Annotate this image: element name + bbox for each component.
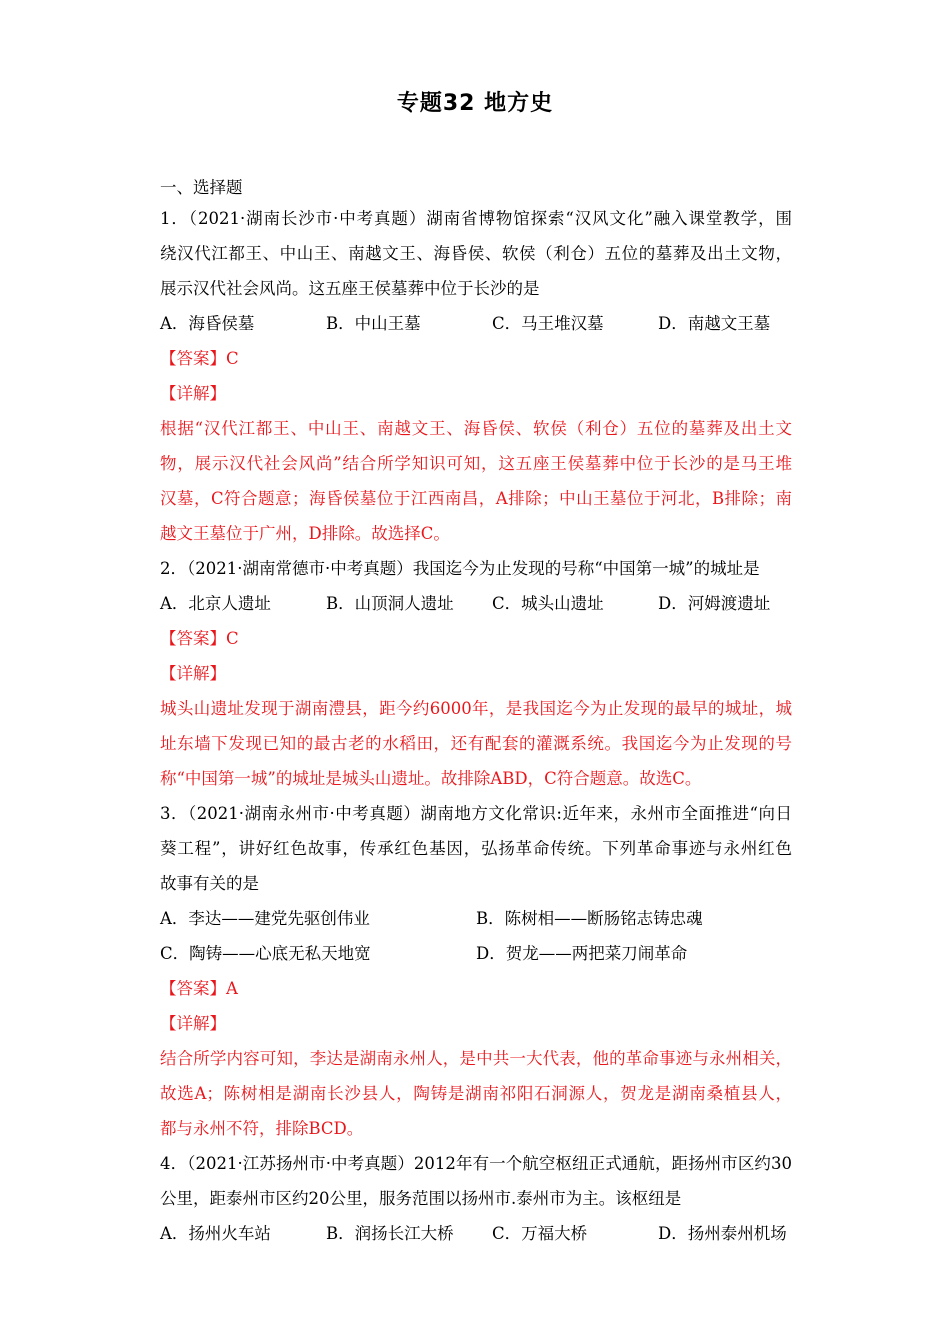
document-body	[160, 175, 792, 1251]
explain-label: 【详解】	[160, 384, 226, 403]
answer-line	[160, 621, 792, 656]
question-stem-line: 故事有关的是	[160, 874, 259, 893]
section-heading: 一、选择题	[160, 178, 243, 197]
explain-line: 根据“汉代江都王、中山王、南越文王、海昏侯、软侯（利仓）五位的墓葬及出土文	[160, 419, 792, 438]
option-d: D．贺龙——两把菜刀闹革命	[476, 944, 688, 963]
answer-label: 【答案】	[160, 349, 226, 368]
question-4	[160, 1146, 792, 1251]
answer-value: C	[226, 629, 239, 648]
option-d: D．河姆渡遗址	[658, 594, 771, 613]
option-a: A．海昏侯墓	[160, 314, 255, 333]
option-b: B．中山王墓	[326, 314, 421, 333]
option-b: B．山顶洞人遗址	[326, 594, 454, 613]
answer-value: A	[226, 979, 238, 998]
explain-line: 结合所学内容可知，李达是湖南永州人，是中共一大代表，他的革命事迹与永州相关，	[160, 1049, 792, 1068]
explain-label: 【详解】	[160, 1014, 226, 1033]
option-a: A．扬州火车站	[160, 1224, 271, 1243]
option-b: B．润扬长江大桥	[326, 1224, 454, 1243]
page-title: 专题32 地方史	[396, 91, 554, 116]
question-stem-line: 4．（2021·江苏扬州市·中考真题）2012年有一个航空枢纽正式通航，距扬州市区约30	[160, 1154, 792, 1173]
answer-line	[160, 971, 792, 1006]
options-row	[160, 1216, 792, 1251]
explain-line: 越文王墓位于广州，D排除。故选择C。	[160, 524, 450, 543]
option-a: A．李达——建党先驱创伟业	[160, 909, 370, 928]
answer-line	[160, 341, 792, 376]
option-b: B．陈树相——断肠铭志铸忠魂	[476, 909, 703, 928]
explain-line: 故选A；陈树相是湖南长沙县人，陶铸是湖南祁阳石洞源人，贺龙是湖南桑植县人，	[160, 1084, 792, 1103]
option-a: A．北京人遗址	[160, 594, 271, 613]
explain-line: 址东墙下发现已知的最古老的水稻田，还有配套的灌溉系统。我国迄今为止发现的号	[160, 734, 792, 753]
options-row	[160, 901, 792, 936]
option-c: C．陶铸——心底无私天地宽	[160, 944, 371, 963]
question-stem-line: 1．（2021·湖南长沙市·中考真题）湖南省博物馆探索“汉风文化”融入课堂教学，围	[160, 209, 792, 228]
explain-line: 称“中国第一城”的城址是城头山遗址。故排除ABD，C符合题意。故选C。	[160, 769, 702, 788]
option-d: D．南越文王墓	[658, 314, 771, 333]
answer-value: C	[226, 349, 239, 368]
explain-line: 都与永州不符，排除BCD。	[160, 1119, 364, 1138]
question-stem-line: 葵工程”，讲好红色故事，传承红色基因，弘扬革命传统。下列革命事迹与永州红色	[160, 839, 792, 858]
options-row	[160, 306, 792, 341]
explain-line: 物，展示汉代社会风尚”结合所学知识可知，这五座王侯墓葬中位于长沙的是马王堆	[160, 454, 792, 473]
explain-line: 城头山遗址发现于湖南澧县，距今约6000年，是我国迄今为止发现的最早的城址，城	[160, 699, 792, 718]
question-2	[160, 551, 792, 796]
question-stem-line: 2．（2021·湖南常德市·中考真题）我国迄今为止发现的号称“中国第一城”的城址是	[160, 559, 760, 578]
option-c: C．万福大桥	[492, 1224, 588, 1243]
options-row	[160, 936, 792, 971]
question-stem-line: 绕汉代江都王、中山王、南越文王、海昏侯、软侯（利仓）五位的墓葬及出土文物，	[160, 244, 792, 263]
explain-label: 【详解】	[160, 664, 226, 683]
question-stem-line: 3．（2021·湖南永州市·中考真题）湖南地方文化常识:近年来，永州市全面推进“向日	[160, 804, 792, 823]
question-stem-line: 展示汉代社会风尚。这五座王侯墓葬中位于长沙的是	[160, 279, 540, 298]
question-1	[160, 201, 792, 551]
option-c: C．城头山遗址	[492, 594, 604, 613]
answer-label: 【答案】	[160, 979, 226, 998]
options-row	[160, 586, 792, 621]
option-d: D．扬州泰州机场	[658, 1224, 787, 1243]
option-c: C．马王堆汉墓	[492, 314, 604, 333]
answer-label: 【答案】	[160, 629, 226, 648]
question-stem-line: 公里，距泰州市区约20公里，服务范围以扬州市.泰州市为主。该枢纽是	[160, 1189, 682, 1208]
question-3	[160, 796, 792, 1146]
explain-line: 汉墓，C符合题意；海昏侯墓位于江西南昌，A排除；中山王墓位于河北，B排除；南	[160, 489, 792, 508]
